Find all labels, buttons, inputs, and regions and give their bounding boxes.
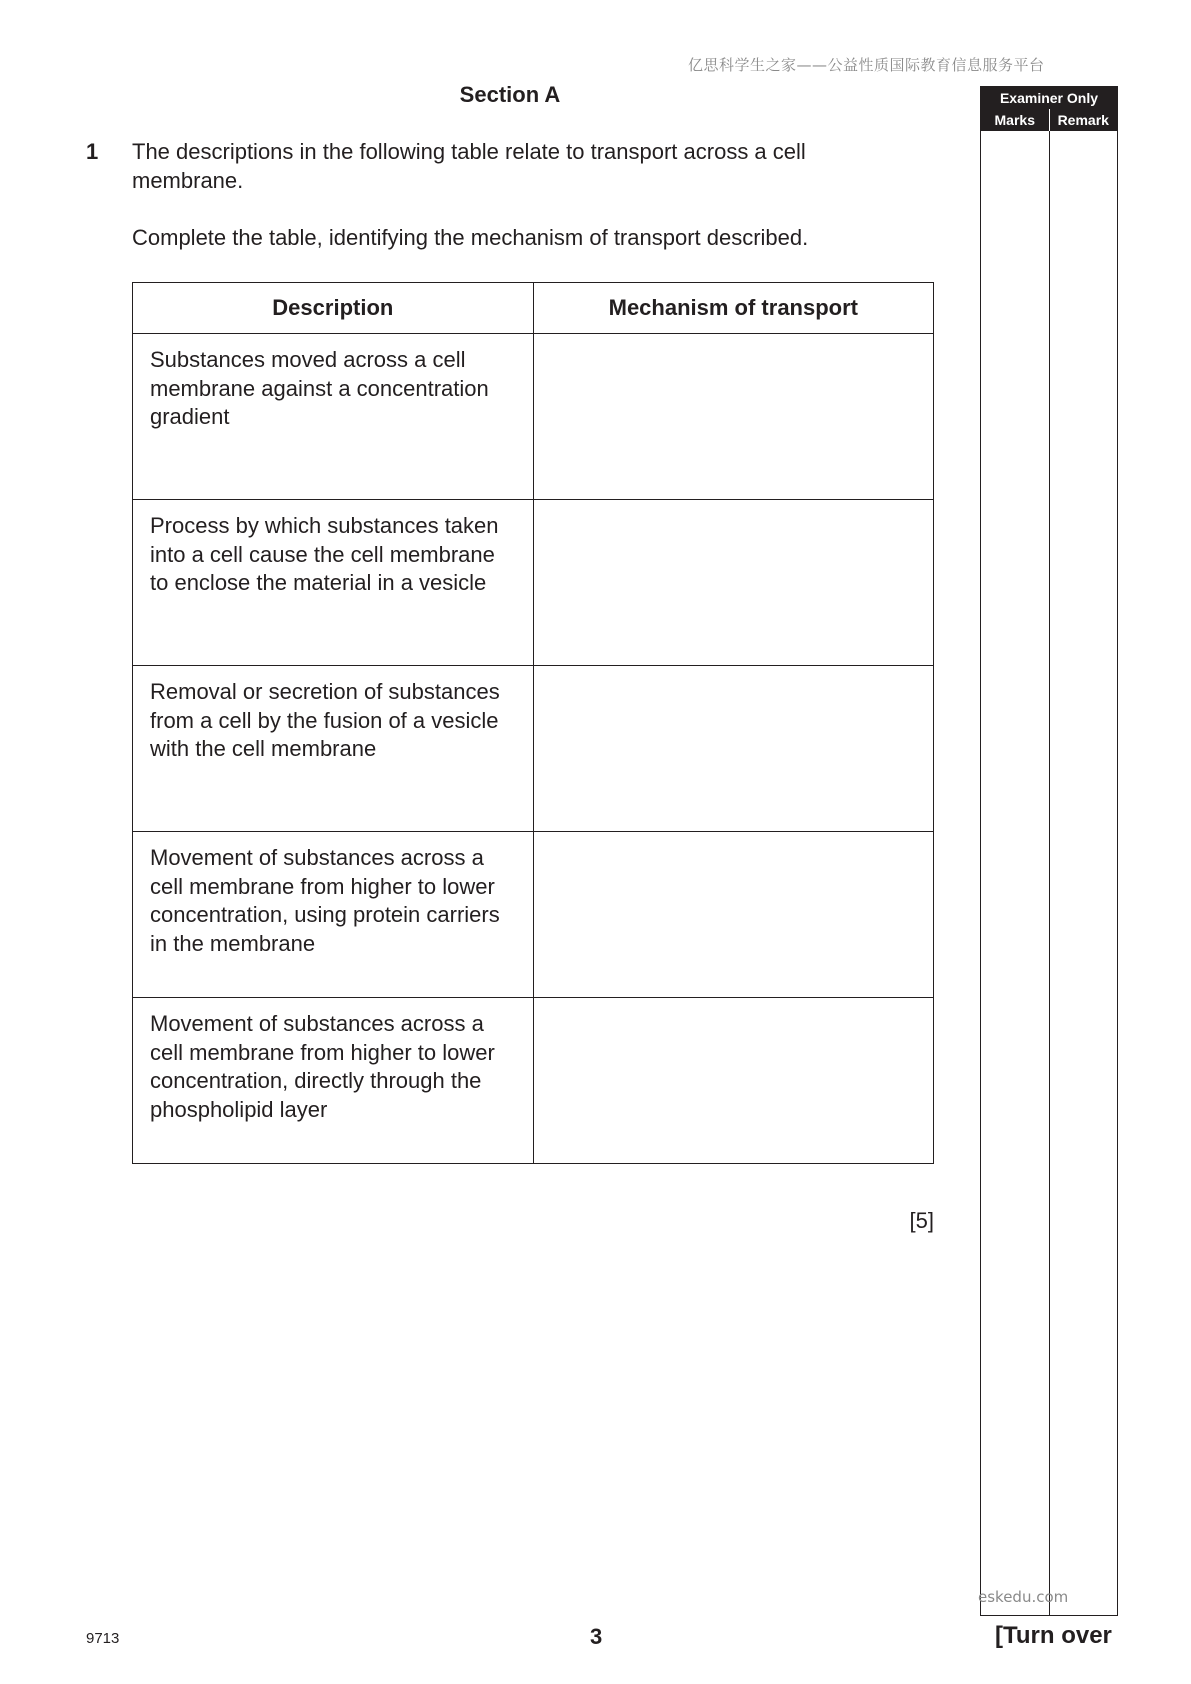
examiner-subheader <box>981 109 1117 131</box>
mechanism-answer-cell[interactable] <box>533 334 933 500</box>
question-number: 1 <box>86 139 99 164</box>
section-title: Section A <box>459 82 561 107</box>
examiner-only-title: Examiner Only <box>981 87 1117 109</box>
header-description: Description <box>133 283 534 334</box>
paper-code: 9713 <box>86 1630 120 1647</box>
table-row <box>133 832 934 998</box>
page-number: 3 <box>590 1624 603 1649</box>
mechanism-answer-cell[interactable] <box>533 832 933 998</box>
table-row <box>133 500 934 666</box>
question-instruction: Complete the table, identifying the mechanism of transport described. <box>132 225 809 250</box>
examiner-column-divider <box>1049 131 1050 1615</box>
mechanism-answer-cell[interactable] <box>533 666 933 832</box>
table-row <box>133 998 934 1164</box>
table-row <box>133 334 934 500</box>
watermark-header: 亿思科学生之家——公益性质国际教育信息服务平台 <box>688 56 1045 74</box>
examiner-remark-label: Remark <box>1050 109 1118 131</box>
description-cell: Movement of substances across a cell membrane from higher to lower concentration, using protein carriers in the membrane <box>133 832 534 998</box>
watermark-footer: eskedu.com <box>978 1588 1069 1606</box>
examiner-marks-label: Marks <box>981 109 1050 131</box>
description-cell: Substances moved across a cell membrane against a concentration gradient <box>133 334 534 500</box>
mechanism-answer-cell[interactable] <box>533 500 933 666</box>
marks-allocation: [5] <box>909 1208 934 1233</box>
description-cell: Removal or secretion of substances from a cell by the fusion of a vesicle with the cell membrane <box>133 666 534 832</box>
question-text: The descriptions in the following table relate to transport across a cell membrane. <box>132 139 806 193</box>
header-mechanism: Mechanism of transport <box>533 283 933 334</box>
description-cell: Movement of substances across a cell membrane from higher to lower concentration, directly through the phospholipid layer <box>133 998 534 1164</box>
examiner-only-column <box>980 86 1118 1616</box>
table-row <box>133 666 934 832</box>
table-header-row <box>133 283 934 334</box>
answer-table <box>132 282 934 1164</box>
description-cell: Process by which substances taken into a cell cause the cell membrane to enclose the material in a vesicle <box>133 500 534 666</box>
mechanism-answer-cell[interactable] <box>533 998 933 1164</box>
turn-over-label: [Turn over <box>995 1622 1112 1649</box>
